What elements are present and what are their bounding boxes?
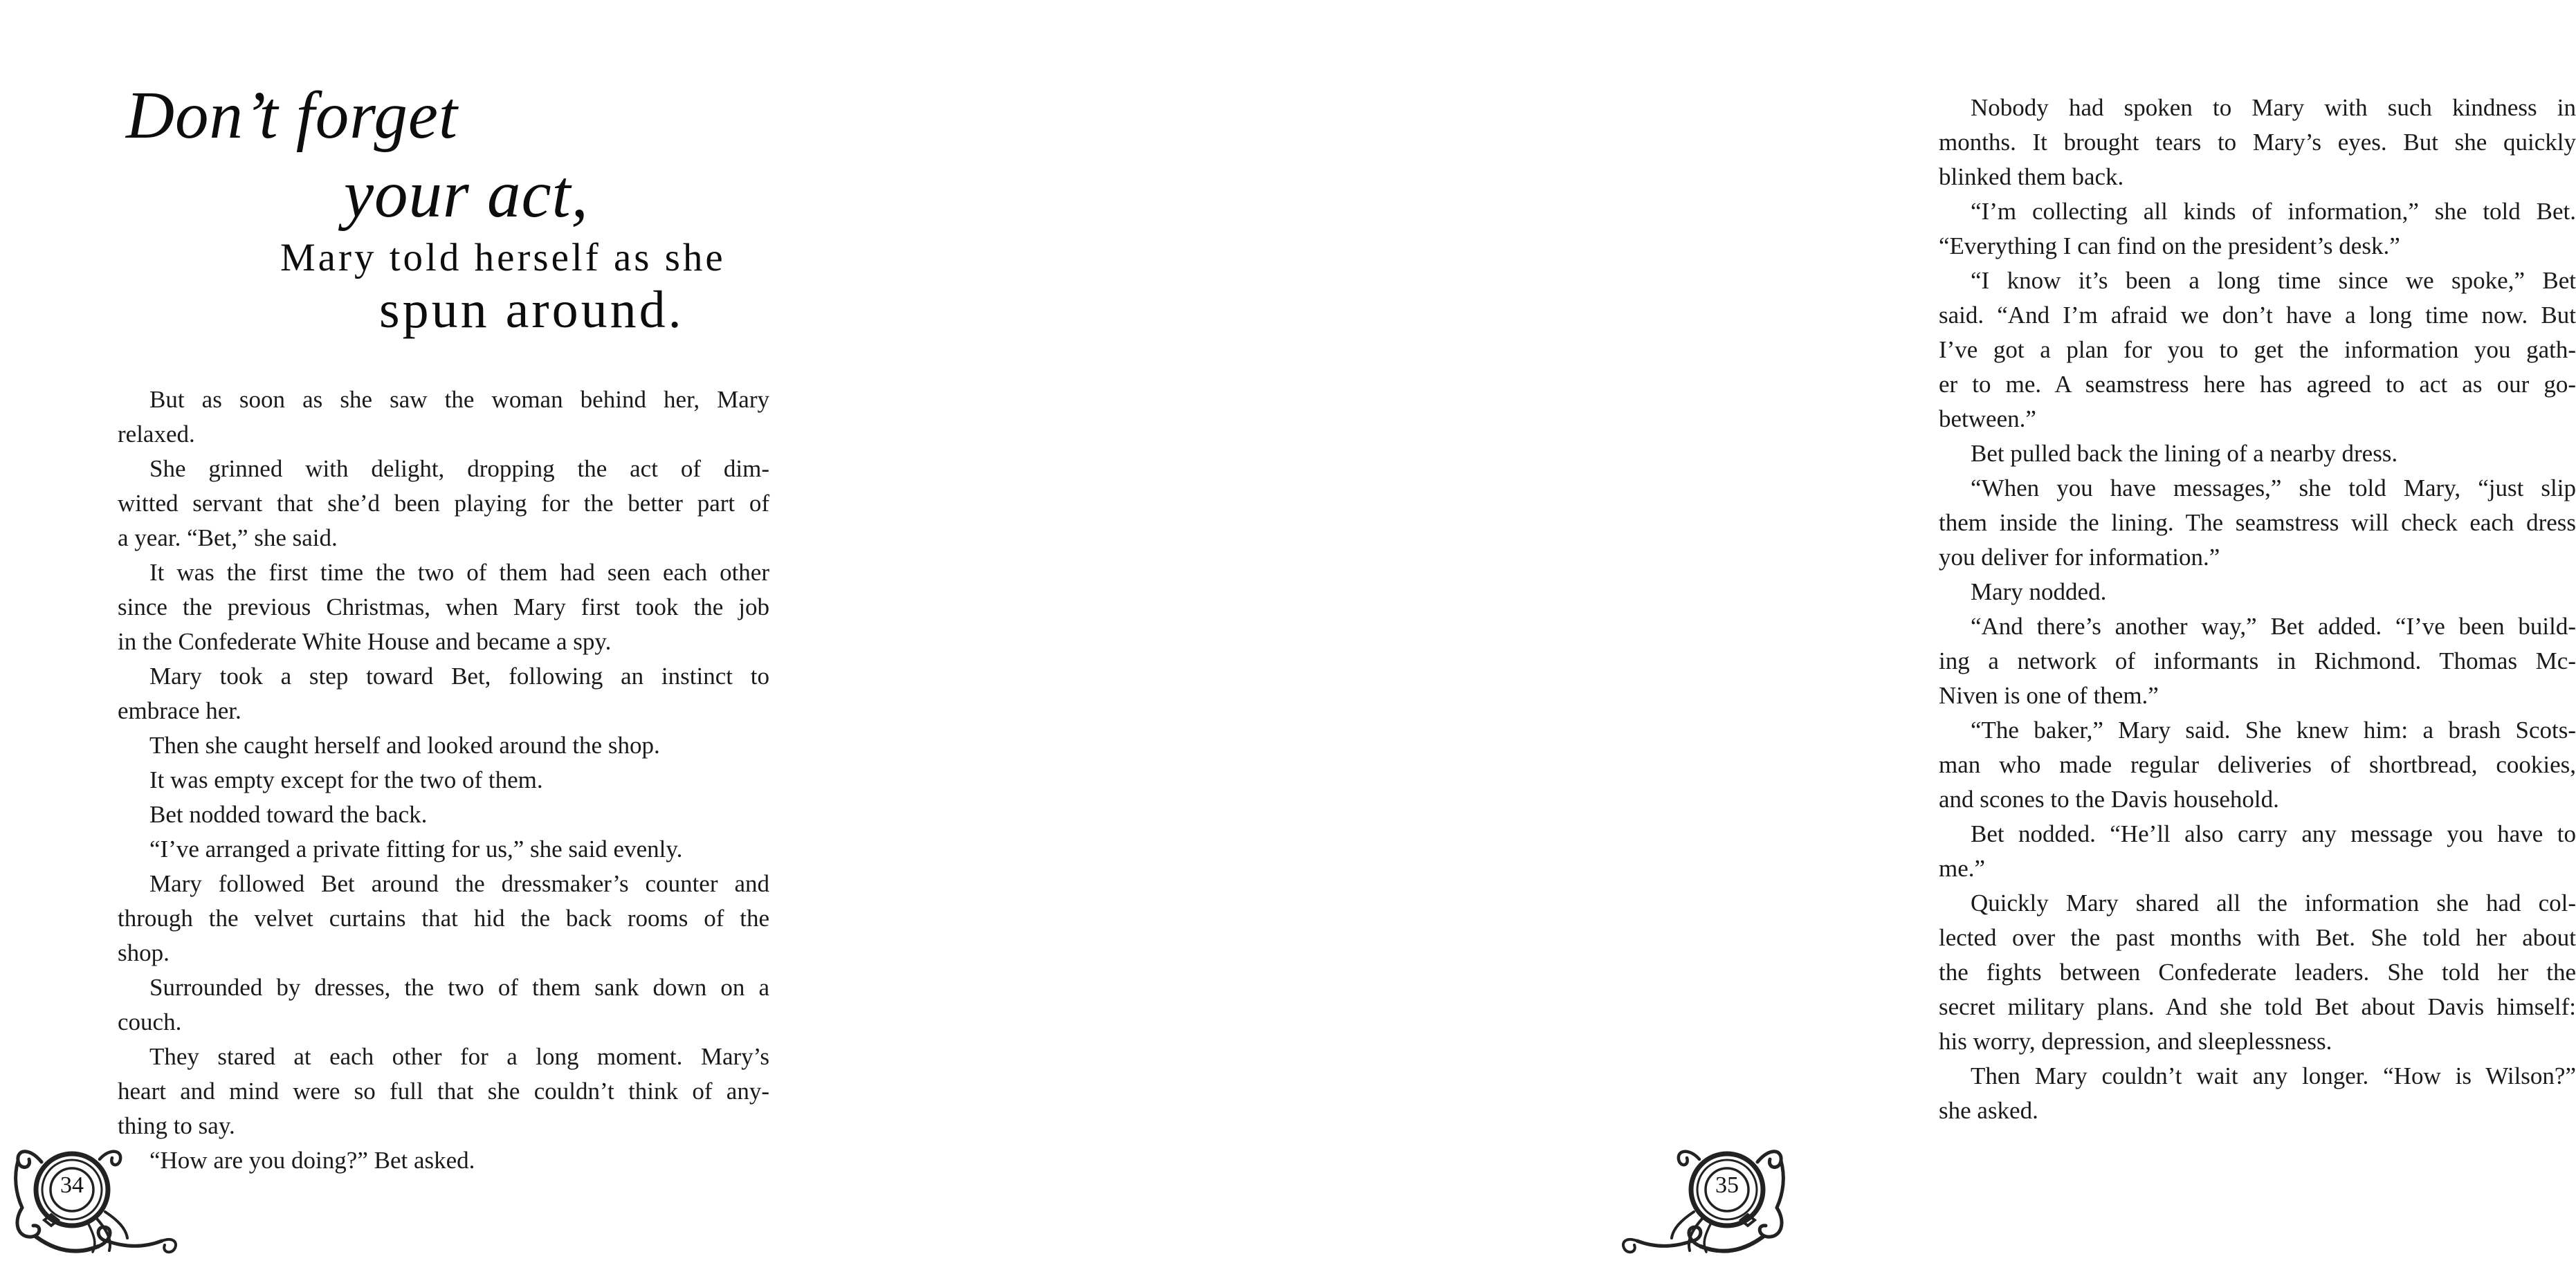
- text-line: “Everything I can find on the president’s desk.”: [1939, 232, 2400, 259]
- text-line: I’ve got a plan for you to get the information you gath-: [1939, 336, 2576, 363]
- text-line: Quickly Mary shared all the information she had col-: [1971, 889, 2576, 916]
- text-line: “And there’s another way,” Bet added. “I’ve been build-: [1971, 613, 2576, 640]
- text-line: But as soon as she saw the woman behind her, Mary: [149, 386, 769, 413]
- text-line: man who made regular deliveries of shortbread, cookies,: [1939, 751, 2576, 778]
- page-number-right: 35: [1715, 1172, 1739, 1198]
- text-line: witted servant that she’d been playing for the better part of: [118, 490, 769, 517]
- text-line: relaxed.: [118, 421, 195, 448]
- text-line: lected over the past months with Bet. She told her about: [1939, 924, 2576, 951]
- text-line: a year. “Bet,” she said.: [118, 524, 338, 551]
- text-line: ing a network of informants in Richmond. Thomas Mc-: [1939, 647, 2576, 674]
- text-line: She grinned with delight, dropping the act of dim-: [149, 455, 769, 482]
- text-line: thing to say.: [118, 1112, 235, 1139]
- heading-line-1: Don’t forget: [126, 78, 458, 152]
- text-line: couch.: [118, 1008, 182, 1035]
- flourish-icon: [8, 1126, 188, 1257]
- text-line: said. “And I’m afraid we don’t have a long time now. But: [1939, 302, 2576, 329]
- text-line: “How are you doing?” Bet asked.: [149, 1147, 475, 1174]
- text-line: she asked.: [1939, 1097, 2038, 1124]
- text-line: them inside the lining. The seamstress will check each dress: [1939, 509, 2576, 536]
- text-line: in the Confederate White House and became a spy.: [118, 628, 612, 655]
- flourish-icon: [1611, 1126, 1791, 1257]
- text-line: It was the first time the two of them had seen each other: [149, 559, 769, 586]
- body-text-right: [1939, 91, 2576, 1128]
- text-line: “I know it’s been a long time since we spoke,” Bet: [1971, 267, 2576, 294]
- text-line: months. It brought tears to Mary’s eyes. But she quickly: [1939, 129, 2576, 156]
- text-line: Surrounded by dresses, the two of them sank down on a: [149, 974, 769, 1001]
- text-line: Mary took a step toward Bet, following an instinct to: [149, 663, 769, 690]
- text-line: Bet nodded toward the back.: [149, 801, 428, 828]
- heading-line-2: your act,: [344, 157, 589, 231]
- text-line: “The baker,” Mary said. She knew him: a brash Scots-: [1971, 717, 2576, 744]
- text-line: his worry, depression, and sleeplessness.: [1939, 1028, 2332, 1055]
- text-line: shop.: [118, 939, 170, 966]
- text-line: Mary nodded.: [1971, 578, 2107, 605]
- text-line: you deliver for information.”: [1939, 544, 2220, 571]
- text-line: embrace her.: [118, 697, 241, 724]
- text-line: er to me. A seamstress here has agreed to act as our go-: [1939, 371, 2576, 398]
- page-number-left: 34: [60, 1172, 84, 1198]
- text-line: and scones to the Davis household.: [1939, 786, 2279, 813]
- text-line: They stared at each other for a long moment. Mary’s: [149, 1043, 769, 1070]
- text-line: Nobody had spoken to Mary with such kindness in: [1971, 94, 2576, 121]
- page-right: [899, 0, 2576, 1263]
- text-line: “I’m collecting all kinds of information,” she told Bet.: [1971, 198, 2576, 225]
- text-line: heart and mind were so full that she couldn’t think of any-: [118, 1078, 769, 1105]
- heading-line-4: spun around.: [379, 281, 684, 339]
- text-line: secret military plans. And she told Bet about Davis himself:: [1939, 993, 2576, 1020]
- text-line: It was empty except for the two of them.: [149, 766, 543, 793]
- text-line: since the previous Christmas, when Mary first took the job: [118, 593, 769, 620]
- text-line: the fights between Confederate leaders. She told her the: [1939, 959, 2576, 986]
- text-line: between.”: [1939, 405, 2036, 432]
- body-text-left: [118, 382, 769, 1178]
- text-line: Bet nodded. “He’ll also carry any message you have to: [1971, 820, 2576, 847]
- text-line: Bet pulled back the lining of a nearby dress.: [1971, 440, 2398, 467]
- heading-line-3: Mary told herself as she: [280, 236, 726, 279]
- corner-ornament-right: [1611, 1126, 1791, 1257]
- text-line: “When you have messages,” she told Mary, “just slip: [1971, 474, 2576, 501]
- text-line: “I’ve arranged a private fitting for us,” she said evenly.: [149, 836, 683, 863]
- page-left: [0, 0, 899, 1263]
- text-line: Then Mary couldn’t wait any longer. “How is Wilson?”: [1971, 1062, 2576, 1089]
- text-line: through the velvet curtains that hid the back rooms of the: [118, 905, 769, 932]
- text-line: Then she caught herself and looked around the shop.: [149, 732, 660, 759]
- text-line: Niven is one of them.”: [1939, 682, 2159, 709]
- text-line: Mary followed Bet around the dressmaker’s counter and: [149, 870, 769, 897]
- text-line: blinked them back.: [1939, 163, 2124, 190]
- corner-ornament-left: [8, 1126, 188, 1257]
- text-line: me.”: [1939, 855, 1986, 882]
